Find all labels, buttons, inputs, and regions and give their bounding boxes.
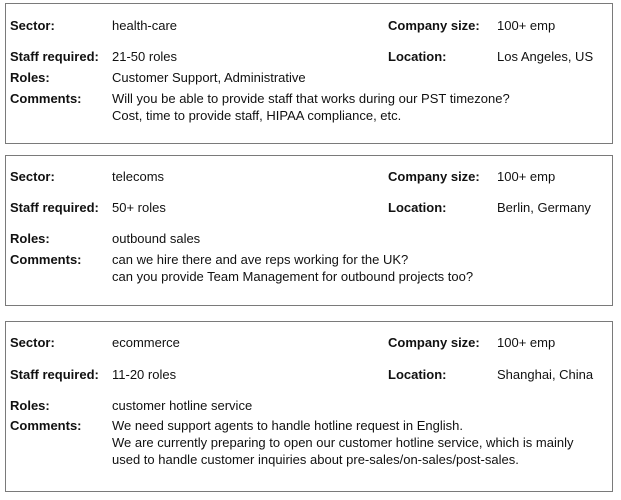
- comments-label: Comments:: [10, 91, 82, 106]
- company-size-value: 100+ emp: [497, 18, 556, 33]
- comments-value: [112, 251, 473, 285]
- comments-value: [112, 417, 573, 468]
- comments-label: Comments:: [10, 252, 82, 267]
- staff-required-value: 50+ roles: [112, 200, 166, 215]
- sector-value: telecoms: [112, 169, 165, 184]
- roles-label: Roles:: [10, 398, 50, 413]
- company-size-label: Company size:: [388, 335, 480, 350]
- location-label: Location:: [388, 49, 447, 64]
- location-label: Location:: [388, 367, 447, 382]
- roles-value: outbound sales: [112, 231, 201, 246]
- staff-required-value: 11-20 roles: [112, 367, 177, 382]
- location-value: Shanghai, China: [497, 367, 594, 382]
- sector-label: Sector:: [10, 335, 55, 350]
- roles-value: customer hotline service: [112, 398, 253, 413]
- company-size-label: Company size:: [388, 18, 480, 33]
- request-card: [5, 321, 613, 492]
- request-card: [5, 155, 613, 306]
- staff-required-value: 21-50 roles: [112, 49, 178, 64]
- staff-required-label: Staff required:: [10, 49, 99, 64]
- sector-label: Sector:: [10, 169, 55, 184]
- location-value: Los Angeles, US: [497, 49, 594, 64]
- company-size-value: 100+ emp: [497, 169, 556, 184]
- company-size-value: 100+ emp: [497, 335, 556, 350]
- comment-line: We are currently preparing to open our customer hotline service, which is mainly: [112, 435, 574, 450]
- company-size-label: Company size:: [388, 169, 480, 184]
- comment-line: We need support agents to handle hotline request in English.: [112, 418, 463, 433]
- sector-value: ecommerce: [112, 335, 180, 350]
- roles-label: Roles:: [10, 70, 50, 85]
- comments-value: [112, 90, 510, 124]
- comment-line: can you provide Team Management for outbound projects too?: [112, 269, 474, 284]
- staff-required-label: Staff required:: [10, 367, 99, 382]
- comment-line: Cost, time to provide staff, HIPAA compliance, etc.: [112, 108, 402, 123]
- staff-required-label: Staff required:: [10, 200, 99, 215]
- roles-label: Roles:: [10, 231, 50, 246]
- roles-value: Customer Support, Administrative: [112, 70, 306, 85]
- request-card: [5, 3, 613, 144]
- comments-label: Comments:: [10, 418, 82, 433]
- location-label: Location:: [388, 200, 447, 215]
- location-value: Berlin, Germany: [497, 200, 591, 215]
- comment-line: Will you be able to provide staff that works during our PST timezone?: [112, 91, 510, 106]
- comment-line: used to handle customer inquiries about pre-sales/on-sales/post-sales.: [112, 452, 519, 467]
- sector-value: health-care: [112, 18, 178, 33]
- comment-line: can we hire there and ave reps working for the UK?: [112, 252, 409, 267]
- sector-label: Sector:: [10, 18, 55, 33]
